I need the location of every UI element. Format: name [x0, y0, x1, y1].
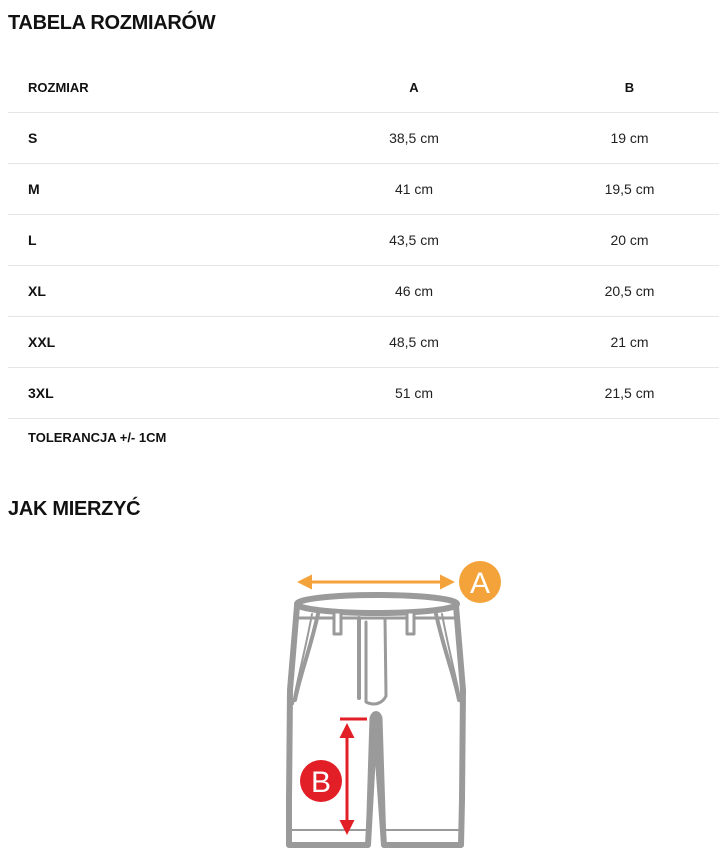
table-row — [8, 317, 719, 368]
size-cell: L — [8, 215, 288, 266]
size-cell: S — [8, 113, 288, 164]
tolerance-note: TOLERANCJA +/- 1CM — [28, 430, 167, 445]
marker-a-label: A — [469, 567, 491, 600]
measurement-a-cell: 38,5 cm — [288, 113, 540, 164]
marker-b-badge — [300, 760, 342, 802]
measurement-b-cell: 19,5 cm — [540, 164, 719, 215]
size-cell: XXL — [8, 317, 288, 368]
table-row — [8, 368, 719, 419]
column-header-b: B — [540, 62, 719, 113]
marker-a-badge — [459, 561, 501, 603]
table-row — [8, 164, 719, 215]
measurement-a-cell: 41 cm — [288, 164, 540, 215]
column-header-a: A — [288, 62, 540, 113]
measurement-a-cell: 51 cm — [288, 368, 540, 419]
table-header-row — [8, 62, 719, 113]
size-table-title: TABELA ROZMIARÓW — [8, 12, 216, 34]
table-row — [8, 215, 719, 266]
size-cell: XL — [8, 266, 288, 317]
measurement-a-cell: 48,5 cm — [288, 317, 540, 368]
size-table — [8, 62, 719, 419]
measurement-b-cell: 21,5 cm — [540, 368, 719, 419]
measurement-a-cell: 46 cm — [288, 266, 540, 317]
measurement-b-cell: 20 cm — [540, 215, 719, 266]
size-cell: M — [8, 164, 288, 215]
shorts-icon — [289, 595, 463, 845]
measurement-a-cell: 43,5 cm — [288, 215, 540, 266]
how-to-measure-title: JAK MIERZYĆ — [8, 498, 141, 520]
measurement-b-cell: 21 cm — [540, 317, 719, 368]
table-row — [8, 266, 719, 317]
column-header-size: ROZMIAR — [8, 62, 288, 113]
measurement-b-cell: 20,5 cm — [540, 266, 719, 317]
measurement-diagram — [0, 540, 720, 867]
measurement-b-cell: 19 cm — [540, 113, 719, 164]
size-cell: 3XL — [8, 368, 288, 419]
table-row — [8, 113, 719, 164]
marker-b-label: B — [310, 766, 332, 799]
